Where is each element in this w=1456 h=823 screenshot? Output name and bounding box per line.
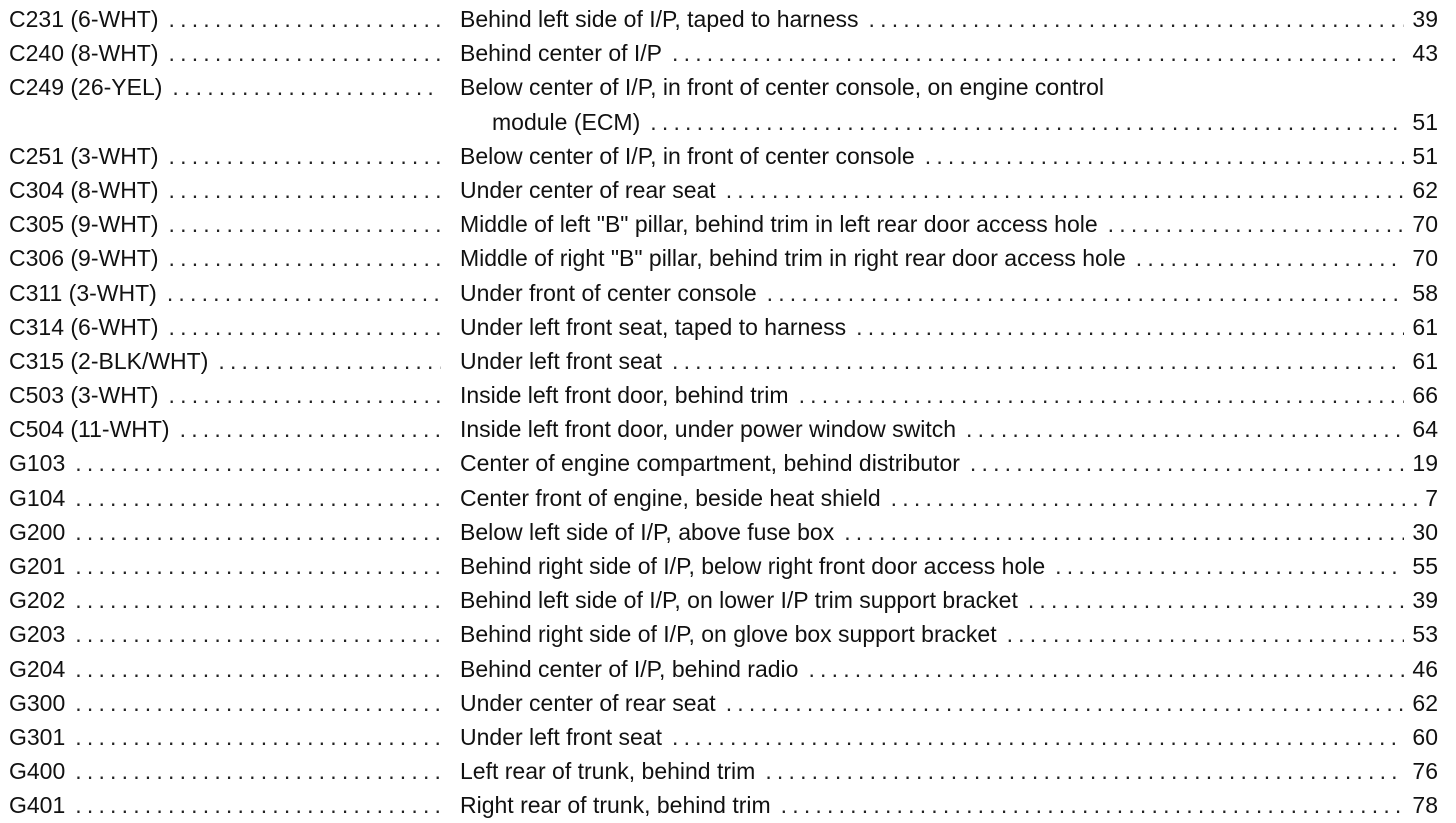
leader-dots — [1055, 549, 1404, 583]
table-row — [0, 173, 1456, 207]
connector-code: G202 — [9, 587, 66, 614]
page-number: 61 — [1412, 313, 1438, 340]
leader-dots — [169, 36, 441, 70]
connector-code: C314 (6-WHT) — [9, 313, 159, 340]
connector-code: C304 (8-WHT) — [9, 176, 159, 203]
location-text: Behind left side of I/P, on lower I/P trim support bracket — [460, 587, 1018, 614]
leader-dots — [765, 754, 1404, 788]
location-text-continued: module (ECM) — [492, 108, 641, 135]
table-row — [0, 617, 1456, 651]
page-number: 30 — [1412, 518, 1438, 545]
table-row — [0, 207, 1456, 241]
page-number: 51 — [1412, 142, 1438, 169]
table-row — [0, 310, 1456, 344]
page-number: 19 — [1412, 450, 1438, 477]
leader-dots — [75, 788, 441, 822]
location-text: Below center of I/P, in front of center console — [460, 142, 915, 169]
table-row — [0, 788, 1456, 822]
location-text: Under left front seat — [460, 347, 662, 374]
leader-dots — [970, 446, 1405, 480]
page-number: 7 — [1425, 484, 1438, 511]
leader-dots — [1007, 617, 1405, 651]
connector-code: G301 — [9, 723, 66, 750]
table-row — [0, 2, 1456, 36]
location-text: Under left front seat, taped to harness — [460, 313, 847, 340]
page-number: 53 — [1412, 621, 1438, 648]
leader-dots — [75, 686, 441, 720]
page-number: 76 — [1412, 758, 1438, 785]
table-row — [0, 344, 1456, 378]
leader-dots — [650, 105, 1404, 139]
location-text: Behind center of I/P — [460, 40, 663, 67]
location-text: Behind right side of I/P, below right front door access hole — [460, 553, 1046, 580]
leader-dots — [169, 2, 441, 36]
leader-dots — [781, 788, 1405, 822]
location-text: Under left front seat — [460, 723, 662, 750]
leader-dots — [75, 515, 441, 549]
leader-dots — [75, 446, 441, 480]
page-number: 51 — [1412, 108, 1438, 135]
location-text: Middle of left "B" pillar, behind trim in left rear door access hole — [460, 211, 1098, 238]
leader-dots — [75, 583, 441, 617]
page-number: 66 — [1412, 382, 1438, 409]
table-row — [0, 720, 1456, 754]
leader-dots — [672, 36, 1404, 70]
leader-dots — [844, 515, 1404, 549]
location-text: Behind right side of I/P, on glove box support bracket — [460, 621, 997, 648]
page-number: 64 — [1412, 416, 1438, 443]
location-text: Behind left side of I/P, taped to harness — [460, 6, 859, 32]
page-number: 70 — [1412, 245, 1438, 272]
leader-dots — [1028, 583, 1405, 617]
leader-dots — [75, 617, 441, 651]
page-number: 62 — [1412, 176, 1438, 203]
connector-code: C305 (9-WHT) — [9, 211, 159, 238]
table-row — [0, 515, 1456, 549]
leader-dots — [180, 412, 441, 446]
leader-dots — [672, 344, 1404, 378]
page-number: 61 — [1412, 347, 1438, 374]
page-number: 39 — [1412, 587, 1438, 614]
location-text: Center of engine compartment, behind distributor — [460, 450, 960, 477]
table-row — [0, 70, 1456, 138]
leader-dots — [169, 378, 441, 412]
leader-dots — [799, 378, 1405, 412]
connector-code: G201 — [9, 553, 66, 580]
leader-dots — [966, 412, 1404, 446]
connector-code: G103 — [9, 450, 66, 477]
table-row — [0, 36, 1456, 70]
leader-dots — [726, 686, 1405, 720]
leader-dots — [925, 139, 1405, 173]
leader-dots — [169, 173, 441, 207]
table-row — [0, 412, 1456, 446]
table-row — [0, 481, 1456, 515]
leader-dots — [169, 139, 441, 173]
location-text: Left rear of trunk, behind trim — [460, 758, 756, 785]
leader-dots — [75, 754, 441, 788]
page-number: 55 — [1412, 553, 1438, 580]
location-text: Inside left front door, behind trim — [460, 382, 789, 409]
connector-code: G104 — [9, 484, 66, 511]
page-number: 39 — [1412, 6, 1438, 32]
leader-dots — [891, 481, 1418, 515]
location-text: Right rear of trunk, behind trim — [460, 792, 771, 819]
leader-dots — [1108, 207, 1405, 241]
location-text: Below center of I/P, in front of center console, on engine control — [460, 74, 1104, 101]
table-row — [0, 549, 1456, 583]
table-row — [0, 652, 1456, 686]
connector-code: C311 (3-WHT) — [9, 279, 157, 306]
location-text: Below left side of I/P, above fuse box — [460, 518, 835, 545]
connector-code: G401 — [9, 792, 66, 819]
connector-code: C251 (3-WHT) — [9, 142, 159, 169]
table-row — [0, 139, 1456, 173]
connector-code: G200 — [9, 518, 66, 545]
page-number: 70 — [1412, 211, 1438, 238]
page-number: 58 — [1412, 279, 1438, 306]
table-row — [0, 446, 1456, 480]
leader-dots — [808, 652, 1404, 686]
table-row — [0, 583, 1456, 617]
leader-dots — [75, 481, 441, 515]
location-text: Under center of rear seat — [460, 689, 716, 716]
location-text: Under center of rear seat — [460, 176, 716, 203]
connector-code: G300 — [9, 689, 66, 716]
page-number: 60 — [1412, 723, 1438, 750]
connector-code: C249 (26-YEL) — [9, 74, 163, 101]
leader-dots — [167, 276, 441, 310]
table-row — [0, 686, 1456, 720]
leader-dots — [172, 70, 441, 104]
table-row — [0, 241, 1456, 275]
leader-dots — [767, 276, 1405, 310]
leader-dots — [672, 720, 1404, 754]
connector-code: C315 (2-BLK/WHT) — [9, 347, 209, 374]
location-text: Inside left front door, under power window switch — [460, 416, 957, 443]
leader-dots — [869, 2, 1405, 36]
table-row — [0, 754, 1456, 788]
location-text: Under front of center console — [460, 279, 757, 306]
page-number: 43 — [1412, 40, 1438, 67]
leader-dots — [75, 549, 441, 583]
connector-code: C306 (9-WHT) — [9, 245, 159, 272]
page-number: 78 — [1412, 792, 1438, 819]
connector-code: G400 — [9, 758, 66, 785]
table-row — [0, 378, 1456, 412]
connector-code: G203 — [9, 621, 66, 648]
leader-dots — [75, 652, 441, 686]
connector-code: C240 (8-WHT) — [9, 40, 159, 67]
connector-code: C503 (3-WHT) — [9, 382, 159, 409]
connector-code: G204 — [9, 655, 66, 682]
leader-dots — [169, 310, 441, 344]
location-text: Middle of right "B" pillar, behind trim in right rear door access hole — [460, 245, 1126, 272]
connector-code: C504 (11-WHT) — [9, 416, 170, 443]
leader-dots — [1136, 241, 1405, 275]
leader-dots — [75, 720, 441, 754]
connector-code: C231 (6-WHT) — [9, 6, 159, 32]
page-number: 62 — [1412, 689, 1438, 716]
leader-dots — [218, 344, 441, 378]
table-row — [0, 276, 1456, 310]
leader-dots — [169, 207, 441, 241]
location-text: Center front of engine, beside heat shield — [460, 484, 881, 511]
leader-dots — [856, 310, 1404, 344]
location-text: Behind center of I/P, behind radio — [460, 655, 799, 682]
leader-dots — [726, 173, 1405, 207]
leader-dots — [169, 241, 441, 275]
page-number: 46 — [1412, 655, 1438, 682]
